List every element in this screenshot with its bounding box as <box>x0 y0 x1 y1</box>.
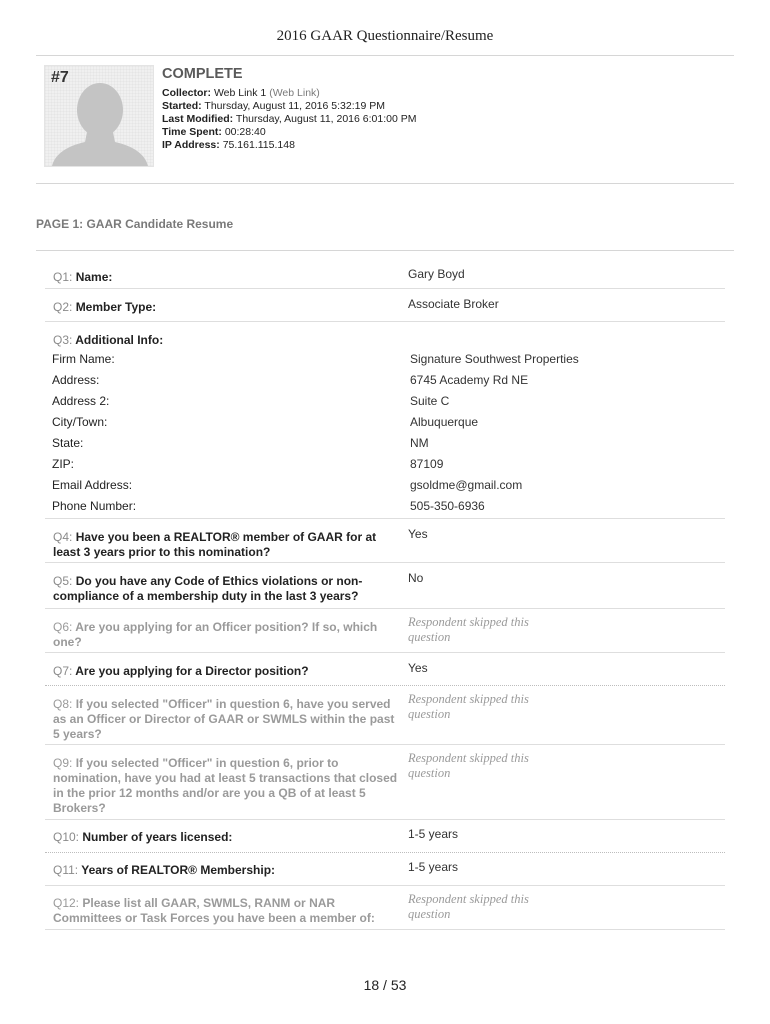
collector-label: Collector: <box>162 87 212 99</box>
modified-label: Last Modified: <box>162 113 234 125</box>
question-number: Q11: <box>53 863 79 877</box>
question-label: Number of years licensed: <box>82 830 233 844</box>
field-value-firm-name: Signature Southwest Properties <box>410 352 579 366</box>
ip-address-line <box>162 139 295 151</box>
modified-value: Thursday, August 11, 2016 6:01:00 PM <box>235 113 417 125</box>
question-row-q8 <box>45 686 725 745</box>
answer-skipped: Respondent skipped this question <box>408 751 529 780</box>
question-number: Q9: <box>53 756 73 770</box>
question-text <box>53 574 398 604</box>
question-number: Q5: <box>53 574 73 588</box>
answer-text: Associate Broker <box>408 297 499 311</box>
answer-skipped: Respondent skipped this question <box>408 615 529 644</box>
started-line <box>162 100 385 112</box>
question-text <box>53 333 398 348</box>
answer-skipped: Respondent skipped this question <box>408 892 529 921</box>
page-number: 18 / 53 <box>363 977 407 993</box>
question-number: Q1: <box>53 270 73 284</box>
question-text <box>53 896 398 926</box>
field-label-state: State: <box>52 436 84 450</box>
answer-text: Yes <box>408 661 428 675</box>
question-number: Q10: <box>53 830 80 844</box>
question-label: If you selected "Officer" in question 6, have you served as an Officer or Director of GAAR or SWMLS within the past 5 years? <box>53 697 395 741</box>
question-row-q12 <box>45 886 725 930</box>
field-value-city: Albuquerque <box>410 415 479 429</box>
question-label: Years of REALTOR® Membership: <box>81 863 276 877</box>
question-text <box>53 270 398 285</box>
question-number: Q8: <box>53 697 73 711</box>
field-label-address: Address: <box>52 373 100 387</box>
question-text <box>53 863 398 878</box>
time-spent-line <box>162 126 266 138</box>
question-text <box>53 697 398 742</box>
question-row-q10 <box>45 820 725 853</box>
field-label-city: City/Town: <box>52 415 108 429</box>
question-number: Q3: <box>53 333 73 347</box>
field-label-address-2: Address 2: <box>52 394 110 408</box>
response-status: COMPLETE <box>162 66 243 82</box>
question-text <box>53 300 398 315</box>
document-title: 2016 GAAR Questionnaire/Resume <box>276 28 494 44</box>
field-label-phone: Phone Number: <box>52 499 137 513</box>
ip-address-value: 75.161.115.148 <box>222 139 295 151</box>
started-label: Started: <box>162 100 202 112</box>
answer-skipped: Respondent skipped this question <box>408 692 529 721</box>
question-row-q7 <box>45 653 725 686</box>
field-label-firm-name: Firm Name: <box>52 352 115 366</box>
answer-text: No <box>408 571 424 585</box>
started-value: Thursday, August 11, 2016 5:32:19 PM <box>204 100 385 112</box>
collector-line <box>162 87 320 99</box>
modified-line <box>162 113 416 125</box>
ip-address-label: IP Address: <box>162 139 220 151</box>
field-value-address: 6745 Academy Rd NE <box>410 373 529 387</box>
question-label: Are you applying for a Director position? <box>75 664 309 678</box>
answer-text: Yes <box>408 527 428 541</box>
collector-type: (Web Link) <box>269 87 320 99</box>
question-text <box>53 664 398 679</box>
collector-value: Web Link 1 <box>213 87 267 99</box>
question-label: Have you been a REALTOR® member of GAAR for at least 3 years prior to this nomination? <box>53 530 377 559</box>
question-text <box>53 620 398 650</box>
question-label: Additional Info: <box>75 333 164 347</box>
response-number: #7 <box>51 69 69 86</box>
question-label: Are you applying for an Officer position? If so, which one? <box>53 620 378 649</box>
question-number: Q6: <box>53 620 73 634</box>
avatar <box>44 65 154 167</box>
question-number: Q12: <box>53 896 80 910</box>
time-spent-label: Time Spent: <box>162 126 222 138</box>
field-label-zip: ZIP: <box>52 457 75 471</box>
question-number: Q7: <box>53 664 73 678</box>
answer-text: 1-5 years <box>408 827 459 841</box>
question-row-q3 <box>45 322 725 519</box>
question-row-q2 <box>45 289 725 322</box>
time-spent-value: 00:28:40 <box>224 126 266 138</box>
question-row-q6 <box>45 609 725 653</box>
summary-divider <box>36 183 734 184</box>
question-text <box>53 830 398 845</box>
question-row-q9 <box>45 745 725 820</box>
answer-text: 1-5 years <box>408 860 459 874</box>
field-label-email: Email Address: <box>52 478 133 492</box>
field-value-zip: 87109 <box>410 457 444 471</box>
question-label: Name: <box>75 270 113 284</box>
page-divider <box>36 250 734 251</box>
question-row-q5 <box>45 563 725 609</box>
field-value-state: NM <box>410 436 429 450</box>
question-row-q1 <box>45 262 725 289</box>
answer-text: Gary Boyd <box>408 267 465 281</box>
question-row-q11 <box>45 853 725 886</box>
question-number: Q2: <box>53 300 73 314</box>
question-label: Do you have any Code of Ethics violations or non-compliance of a membership duty in the last 3 years? <box>53 574 363 603</box>
field-value-address-2: Suite C <box>410 394 450 408</box>
field-value-email: gsoldme@gmail.com <box>410 478 523 492</box>
page-label: PAGE 1: GAAR Candidate Resume <box>36 217 234 231</box>
question-text <box>53 530 398 560</box>
question-label: If you selected "Officer" in question 6, prior to nomination, have you had at least 5 transactions that closed in the prior 12 months and/or are you a QB of at least 5 Brokers? <box>53 756 398 815</box>
question-label: Please list all GAAR, SWMLS, RANM or NAR Committees or Task Forces you have been a member of: <box>53 896 375 925</box>
question-number: Q4: <box>53 530 73 544</box>
question-label: Member Type: <box>75 300 157 314</box>
field-value-phone: 505-350-6936 <box>410 499 485 513</box>
question-row-q4 <box>45 519 725 563</box>
header-divider <box>36 55 734 56</box>
question-text <box>53 756 398 816</box>
